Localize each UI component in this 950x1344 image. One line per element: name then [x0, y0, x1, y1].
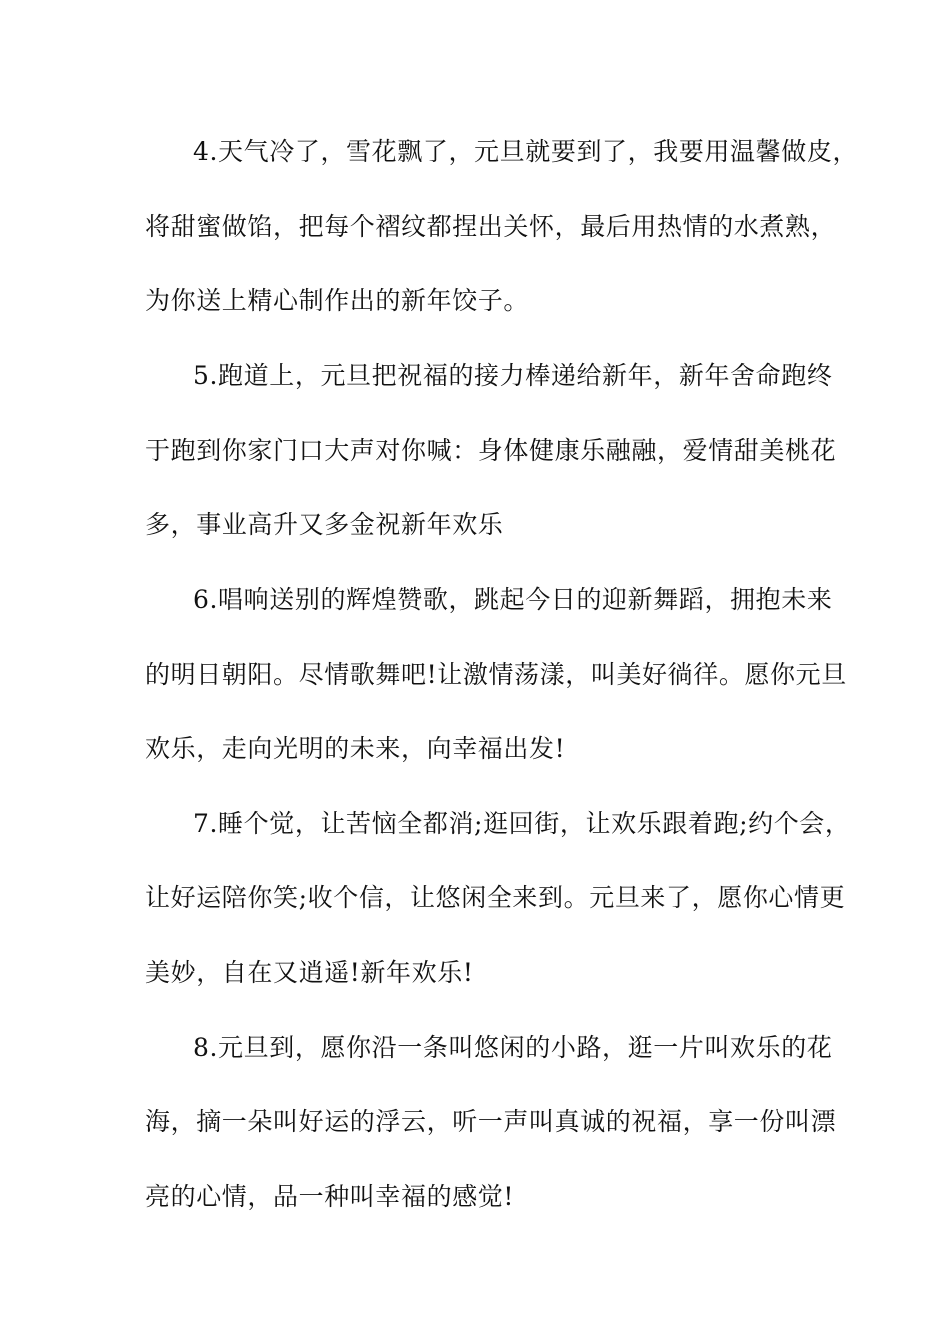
paragraph-7-line-2: 让好运陪你笑;收个信，让悠闲全来到。元旦来了，愿你心情更	[145, 883, 846, 912]
paragraph-6-line-1: 6.唱响送别的辉煌赞歌，跳起今日的迎新舞蹈，拥抱未来	[193, 585, 833, 614]
paragraph-5-line-2: 于跑到你家门口大声对你喊：身体健康乐融融，爱情甜美桃花	[145, 436, 837, 465]
paragraph-6-line-2: 的明日朝阳。尽情歌舞吧!让激情荡漾，叫美好徜徉。愿你元旦	[145, 660, 847, 689]
paragraph-8-line-1: 8.元旦到，愿你沿一条叫悠闲的小路，逛一片叫欢乐的花	[193, 1033, 833, 1062]
paragraph-4-line-3: 为你送上精心制作出的新年饺子。	[145, 286, 530, 315]
paragraph-8-line-3: 亮的心情，品一种叫幸福的感觉!	[145, 1182, 515, 1211]
paragraph-8-line-2: 海，摘一朵叫好运的浮云，听一声叫真诚的祝福，享一份叫漂	[145, 1107, 837, 1136]
paragraph-6-line-3: 欢乐，走向光明的未来，向幸福出发!	[145, 734, 566, 763]
paragraph-5-line-1: 5.跑道上，元旦把祝福的接力棒递给新年，新年舍命跑终	[193, 361, 833, 390]
paragraph-5-line-3: 多，事业高升又多金祝新年欢乐	[145, 510, 504, 539]
paragraph-4-line-1: 4.天气冷了，雪花飘了，元旦就要到了，我要用温馨做皮，	[193, 137, 859, 166]
paragraph-7-line-3: 美妙，自在又逍遥!新年欢乐!	[145, 958, 474, 987]
paragraph-7-line-1: 7.睡个觉，让苦恼全都消;逛回街，让欢乐跟着跑;约个会，	[193, 809, 851, 838]
paragraph-4-line-2: 将甜蜜做馅，把每个褶纹都捏出关怀，最后用热情的水煮熟，	[145, 212, 837, 241]
